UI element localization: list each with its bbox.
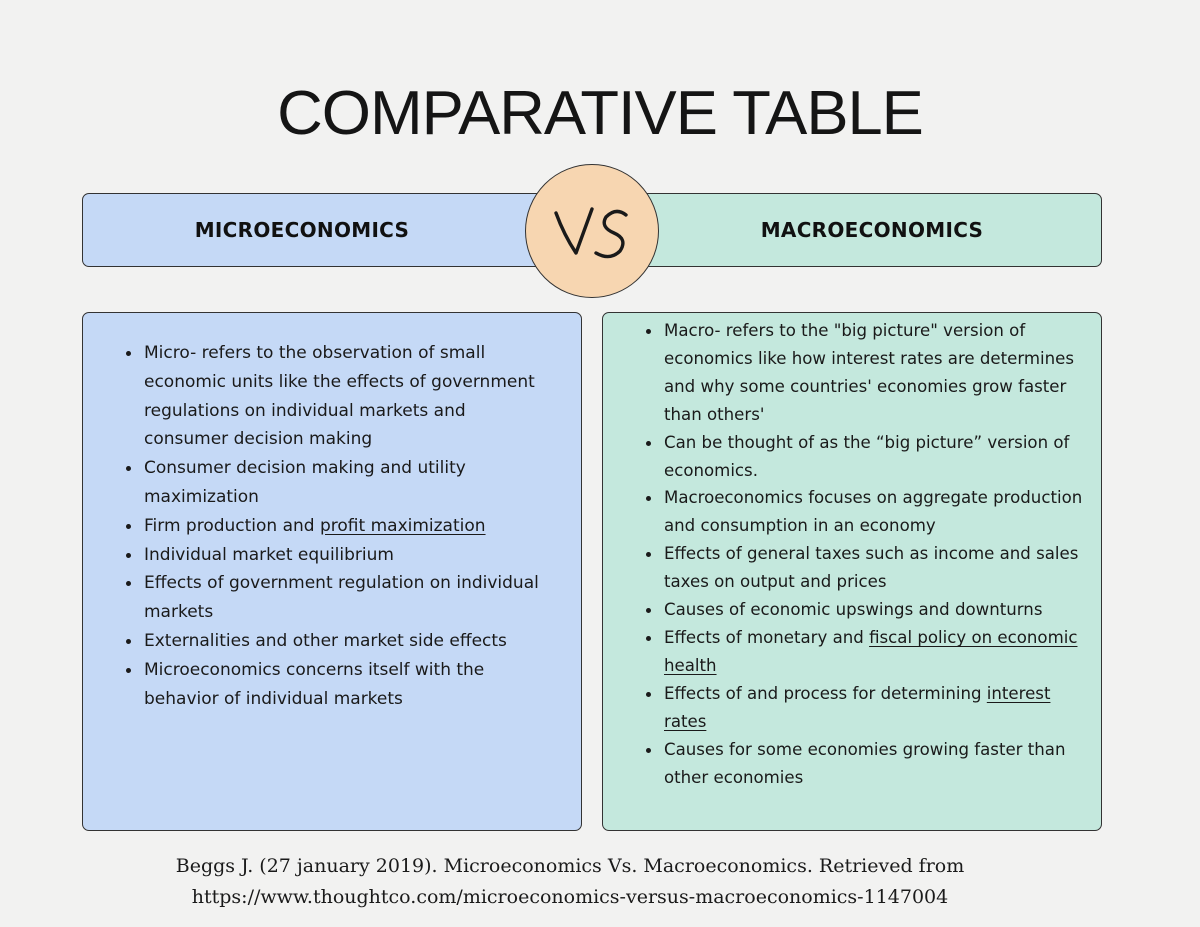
list-item — [641, 540, 1085, 596]
list-item — [641, 317, 1085, 429]
link-text[interactable]: profit maximization — [320, 515, 486, 536]
vs-lettering — [542, 191, 642, 271]
page-title: COMPARATIVE TABLE — [277, 79, 923, 148]
macro-header — [622, 193, 1102, 267]
macro-panel — [602, 312, 1102, 831]
micro-list — [121, 339, 551, 713]
item-text: Individual market equilibrium — [144, 544, 394, 565]
citation-line-1: Beggs J. (27 january 2019). Microeconomics Vs. Macroeconomics. Retrieved from — [175, 855, 965, 877]
micro-panel — [82, 312, 582, 831]
micro-heading: MICROECONOMICS — [194, 218, 410, 242]
citation-line-2: https://www.thoughtco.com/microeconomics-versus-macroeconomics-1147004 — [191, 886, 949, 908]
link-text[interactable]: interest rates — [664, 683, 1051, 731]
svg-text:VS: VS — [592, 240, 595, 242]
list-item — [121, 656, 551, 714]
list-item — [641, 429, 1085, 485]
item-text: Consumer decision making and utility maximization — [144, 458, 466, 507]
list-item — [641, 484, 1085, 540]
item-text: Macro- refers to the "big picture" version of economics like how interest rates are determines and why some countries' economies grow faster than others' — [664, 321, 1075, 424]
list-item — [641, 624, 1085, 680]
list-item — [121, 339, 551, 454]
link-text[interactable]: fiscal policy on economic health — [664, 627, 1078, 675]
item-text: Effects of monetary and — [664, 627, 870, 647]
list-item — [121, 541, 551, 570]
item-text: Micro- refers to the observation of small economic units like the effects of government regulations on individual markets and consumer decision making — [144, 343, 535, 450]
list-item — [121, 569, 551, 627]
item-text: Can be thought of as the “big picture” version of economics. — [664, 432, 1070, 480]
list-item — [641, 596, 1085, 624]
citation — [0, 851, 1140, 913]
vs-badge — [525, 164, 659, 298]
list-item — [641, 680, 1085, 736]
item-text: Effects of general taxes such as income and sales taxes on output and prices — [664, 544, 1079, 592]
item-text: Effects of government regulation on individual markets — [144, 573, 539, 623]
list-item — [121, 512, 551, 541]
micro-header — [82, 193, 562, 267]
item-text: Microeconomics concerns itself with the behavior of individual markets — [144, 659, 485, 709]
item-text: Firm production and — [144, 515, 320, 536]
item-text: Effects of and process for determining — [664, 683, 987, 703]
list-item — [121, 627, 551, 656]
macro-list — [641, 317, 1085, 791]
item-text: Causes for some economies growing faster than other economies — [664, 739, 1066, 787]
list-item — [121, 454, 551, 512]
item-text: Causes of economic upswings and downturns — [664, 600, 1043, 620]
item-text: Macroeconomics focuses on aggregate production and consumption in an economy — [664, 488, 1083, 536]
item-text: Externalities and other market side effects — [144, 630, 507, 651]
macro-heading: MACROECONOMICS — [760, 218, 984, 242]
list-item — [641, 736, 1085, 792]
